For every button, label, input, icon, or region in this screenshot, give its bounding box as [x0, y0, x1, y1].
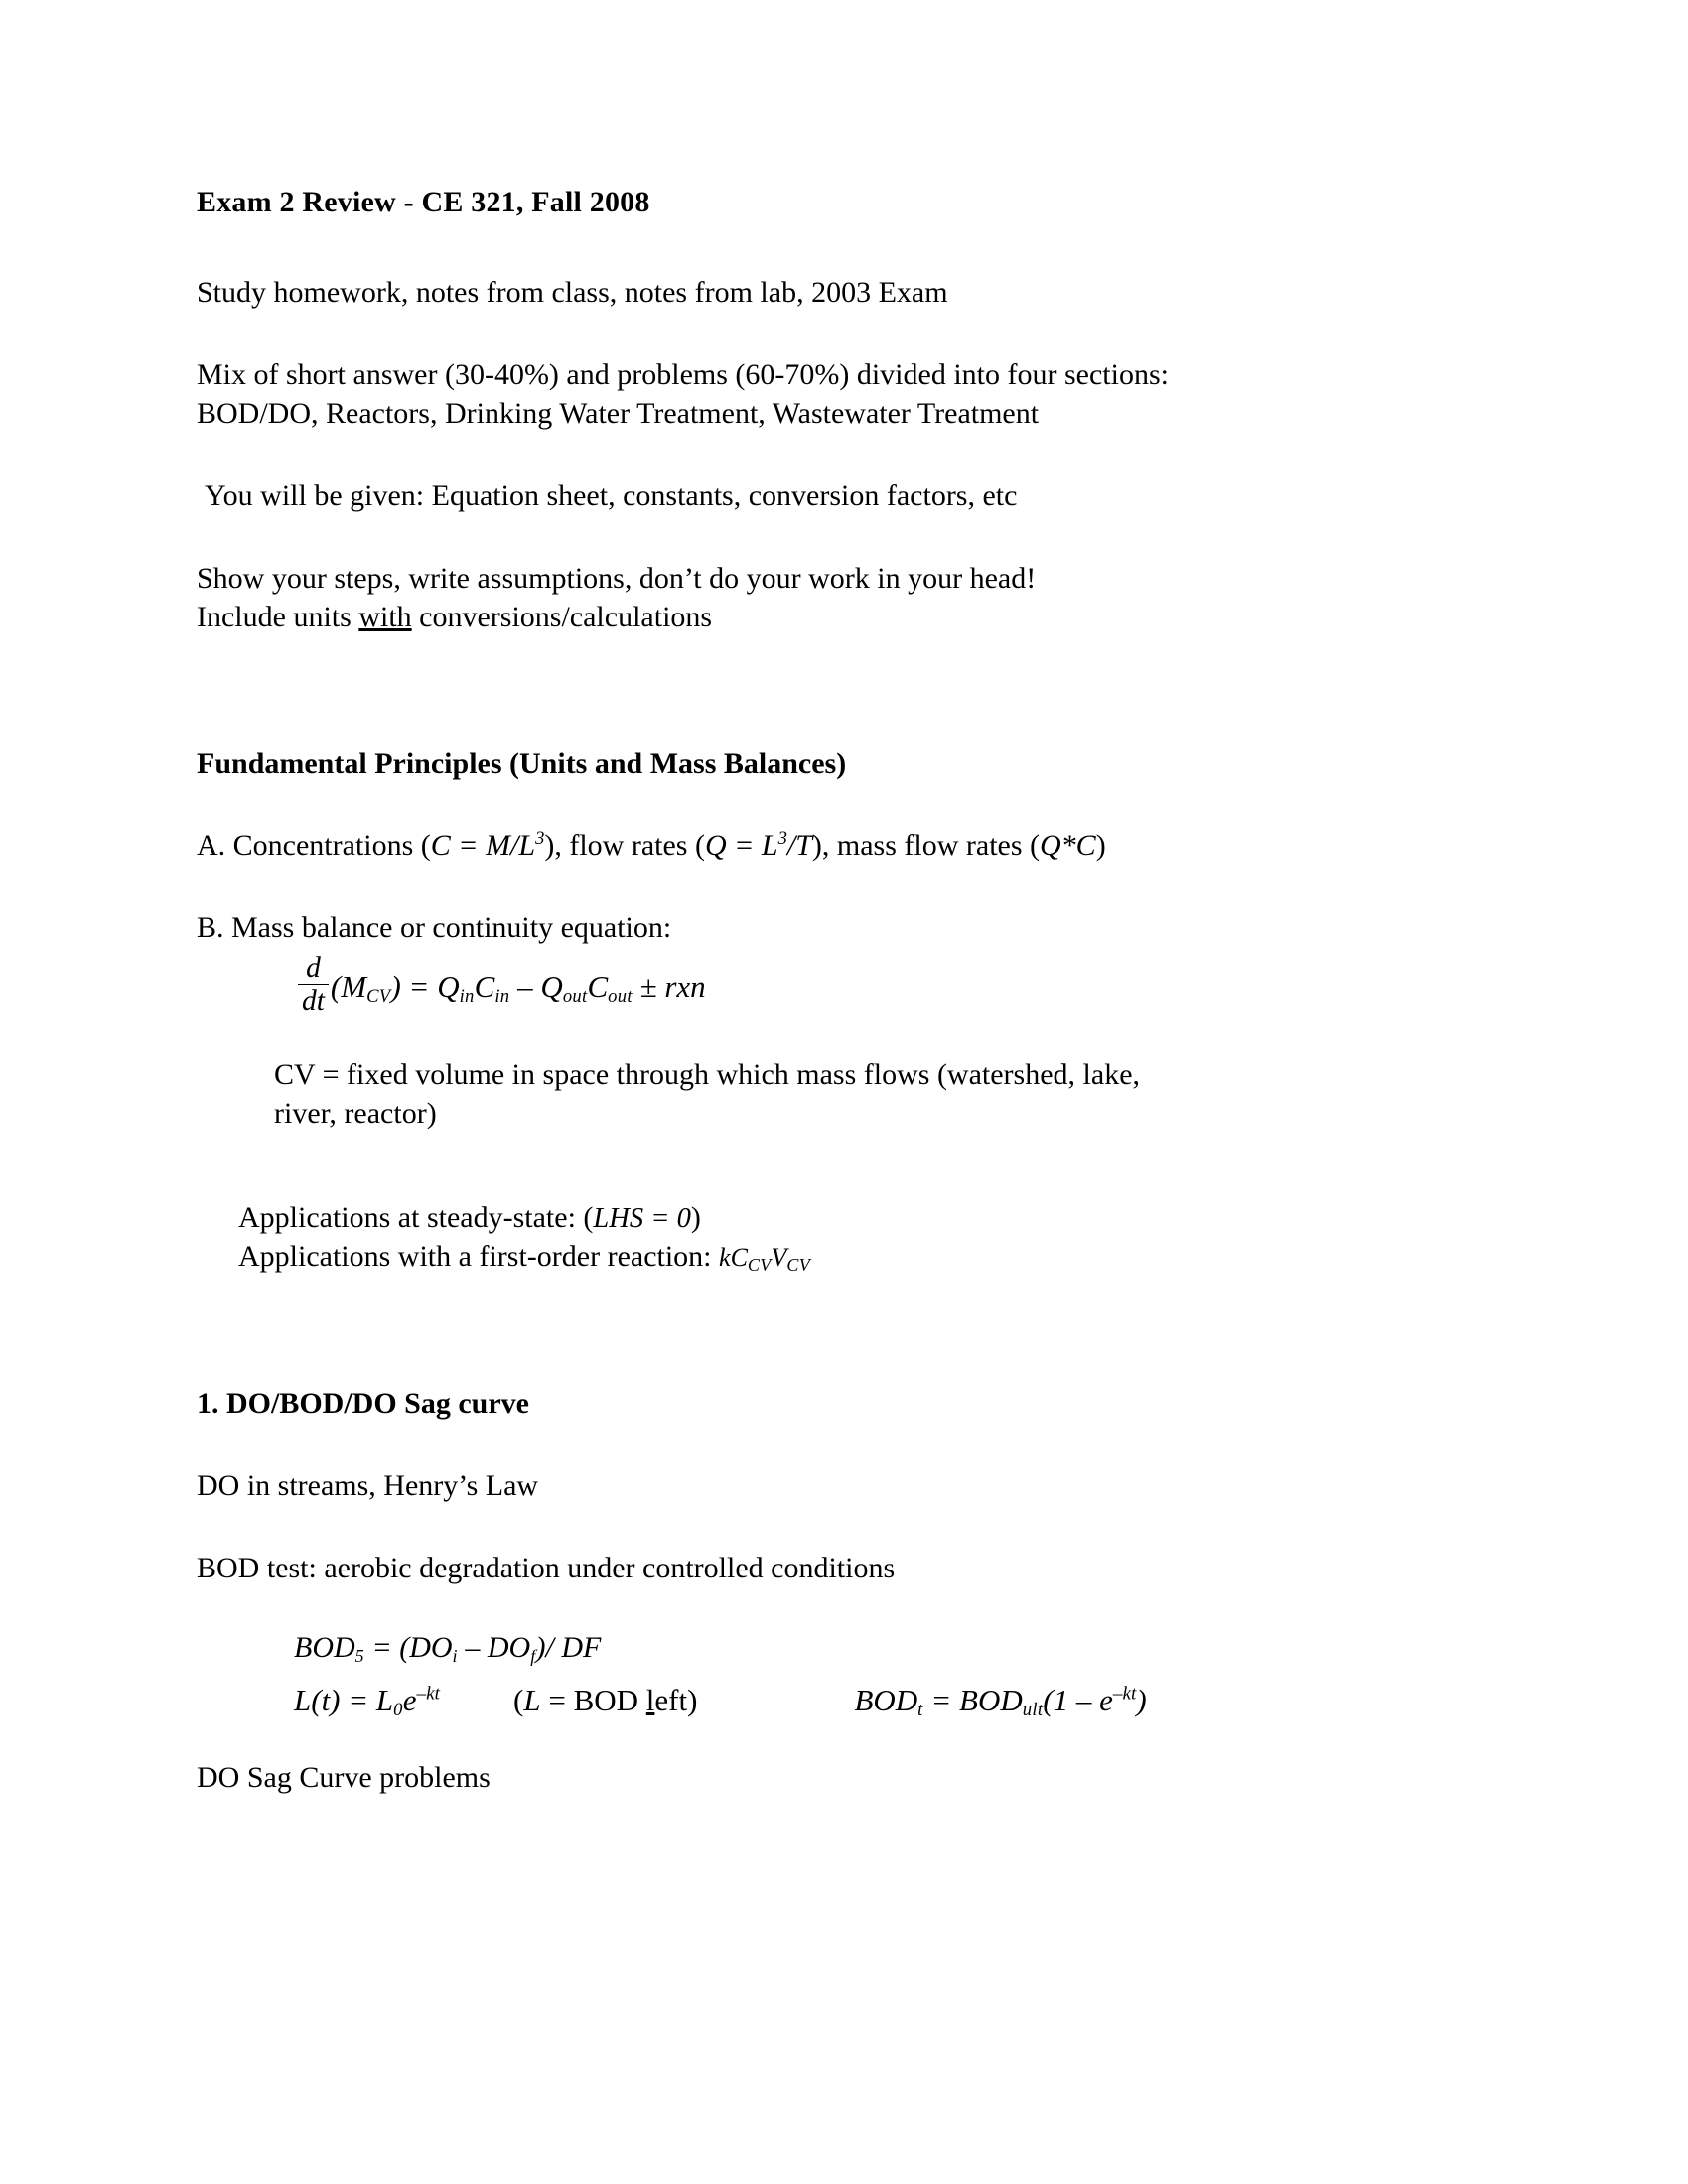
spacer-before-fundamentals: [197, 680, 1479, 746]
spacer-before-sag-problems: [197, 1718, 1479, 1758]
lt-l-of-t: L(t): [294, 1682, 341, 1717]
lt-e: e: [402, 1682, 417, 1717]
bodt-bod: BOD: [854, 1682, 918, 1717]
equation-equals: =: [400, 968, 438, 1004]
bodt-equals: =: [922, 1682, 960, 1717]
lt-l0: L: [375, 1682, 394, 1717]
bod5-bod: BOD: [294, 1630, 355, 1664]
first-order-v-subscript: CV: [786, 1255, 811, 1276]
bodt-bod-ult: BOD: [959, 1682, 1023, 1717]
c-in-var: C: [474, 968, 495, 1004]
c-out-subscript: out: [608, 985, 633, 1007]
applications-steady-suffix: ): [690, 1201, 701, 1235]
lt-equals: =: [340, 1682, 376, 1717]
bodt-e: e: [1099, 1682, 1113, 1717]
materials-given-line: You will be given: Equation sheet, constants, conversion factors, etc: [205, 478, 1018, 512]
equation-minus: –: [509, 968, 541, 1004]
bod-test-line: BOD test: aerobic degradation under controlled conditions: [197, 1551, 896, 1584]
item-a-mass-expr: Q*C: [1040, 829, 1096, 862]
item-a-label: A. Concentrations (: [197, 829, 431, 862]
do-sag-problems-line: DO Sag Curve problems: [197, 1760, 491, 1794]
item-a-conc-eq: =: [450, 829, 487, 862]
cv-definition-line-1: CV = fixed volume in space through which mass flows (watershed, lake,: [274, 1058, 1141, 1092]
bod5-df: DF: [561, 1630, 602, 1664]
bod5-subscript: 5: [354, 1645, 364, 1666]
equation-rxn: rxn: [664, 968, 706, 1004]
c-out-var: C: [587, 968, 609, 1004]
section-1-heading: 1. DO/BOD/DO Sag curve: [197, 1387, 529, 1421]
bodt-equation: [854, 1683, 1146, 1718]
item-a-conc-exponent: 3: [535, 828, 545, 849]
exam-format-line-2: BOD/DO, Reactors, Drinking Water Treatment, Wastewater Treatment: [197, 396, 1040, 430]
show-steps-line: Show your steps, write assumptions, don’t do your work in your head!: [197, 561, 1037, 595]
item-a-flow-exponent: 3: [777, 828, 787, 849]
bodt-open: (1 –: [1043, 1682, 1100, 1717]
q-in-subscript: in: [459, 985, 475, 1007]
bodt-subscript: t: [917, 1699, 923, 1720]
include-units-suffix: conversions/calculations: [411, 600, 713, 633]
applications-first-order-line: [197, 1237, 1479, 1276]
lhs-mass-subscript: CV: [366, 985, 391, 1007]
bod5-equals: = (: [363, 1630, 410, 1664]
bodt-exponent: –kt: [1112, 1683, 1137, 1705]
q-out-subscript: out: [562, 985, 588, 1007]
include-units-emphasis: with: [358, 600, 412, 633]
derivative-numerator: d: [298, 953, 329, 985]
lhs-mass-var: M: [341, 968, 367, 1004]
bodt-bod-ult-subscript: ult: [1022, 1699, 1044, 1720]
include-units-line: [197, 598, 1479, 636]
cv-definition-line-2: river, reactor): [274, 1097, 437, 1131]
lt-l0-subscript: 0: [393, 1699, 403, 1720]
lhs-open-paren: (: [330, 968, 342, 1004]
bodt-close: ): [1136, 1682, 1147, 1717]
derivative-fraction: [298, 953, 329, 1016]
do-streams-line: DO in streams, Henry’s Law: [197, 1468, 539, 1502]
bod-left-l: L: [523, 1682, 541, 1717]
item-a-concentrations: [197, 826, 1479, 865]
bod5-minus: –: [457, 1630, 488, 1664]
bod5-do-i-subscript: i: [452, 1645, 458, 1666]
page-title: Exam 2 Review - CE 321, Fall 2008: [197, 186, 650, 218]
bod5-equation: [197, 1631, 1479, 1665]
study-materials-line: Study homework, notes from class, notes from lab, 2003 Exam: [197, 275, 948, 309]
item-a-end: ): [1095, 829, 1106, 862]
item-a-flow-eq: =: [726, 829, 762, 862]
spacer-before-section-1: [197, 1319, 1479, 1385]
applications-steady-state-line: [197, 1198, 1479, 1237]
include-units-prefix: Include units: [197, 600, 359, 633]
lt-equation: [294, 1683, 440, 1718]
bod-left-note: [513, 1683, 697, 1718]
q-out-var: Q: [540, 968, 563, 1004]
bod5-do-f-subscript: f: [530, 1645, 536, 1666]
bod5-do-f: DO: [487, 1630, 531, 1664]
c-in-subscript: in: [494, 985, 510, 1007]
first-order-c-subscript: CV: [747, 1255, 772, 1276]
fundamentals-heading: Fundamental Principles (Units and Mass Balances): [197, 747, 847, 780]
first-order-c: C: [730, 1243, 748, 1273]
bod5-close: )/: [535, 1630, 562, 1664]
item-a-mid-2: ), mass flow rates (: [811, 829, 1041, 862]
bod-left-open: (: [513, 1682, 524, 1717]
applications-steady-prefix: Applications at steady-state: (: [238, 1201, 594, 1235]
applications-first-order-prefix: Applications with a first-order reaction:: [238, 1240, 720, 1274]
item-a-flow-expr-2: /T: [786, 829, 812, 862]
lt-exponent: –kt: [416, 1683, 441, 1705]
lhs-close-paren: ): [390, 968, 401, 1004]
spacer-before-applications: [197, 1176, 1479, 1198]
item-a-conc-var: C: [430, 829, 451, 862]
q-in-var: Q: [437, 968, 460, 1004]
bod-left-equals: = BOD: [540, 1682, 646, 1717]
mass-balance-equation: [197, 953, 1479, 1016]
item-a-flow-expr: L: [761, 829, 778, 862]
item-a-flow-var: Q: [704, 829, 727, 862]
item-a-conc-expr: M/L: [486, 829, 536, 862]
item-a-mid-1: ), flow rates (: [544, 829, 705, 862]
bod5-do-i: DO: [409, 1630, 453, 1664]
derivative-denominator: dt: [302, 985, 325, 1018]
first-order-v: V: [771, 1243, 787, 1273]
bod-decay-equation-row: [197, 1683, 1479, 1718]
exam-format-line-1: Mix of short answer (30-40%) and problems (60-70%) divided into four sections:: [197, 357, 1169, 391]
spacer-after-equation: [197, 1016, 1479, 1055]
first-order-k: k: [719, 1243, 731, 1273]
bod-left-rest: eft): [654, 1682, 698, 1717]
item-b-label: B. Mass balance or continuity equation:: [197, 911, 672, 944]
applications-steady-math: LHS = 0: [593, 1203, 691, 1235]
bod-left-emphasis: l: [645, 1682, 655, 1717]
equation-plus-minus: ±: [632, 968, 665, 1004]
